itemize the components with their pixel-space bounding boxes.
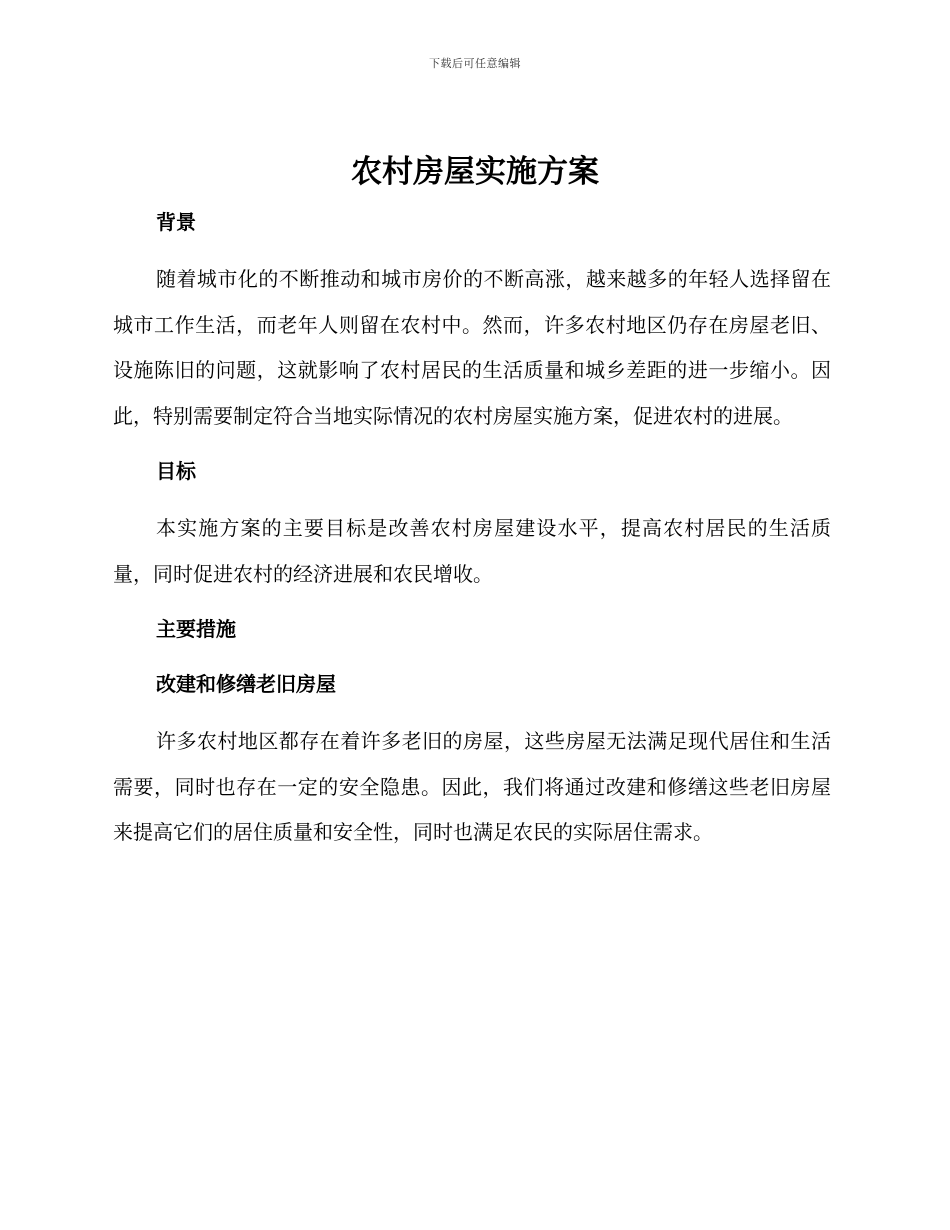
paragraph-goal: 本实施方案的主要目标是改善农村房屋建设水平，提高农村居民的生活质量，同时促进农村的经济进展和农民增收。 [113, 516, 831, 586]
document-title: 农村房屋实施方案 [351, 154, 599, 190]
header-note: 下载后可任意编辑 [429, 57, 521, 70]
section-heading-measures: 主要措施 [156, 617, 236, 641]
document-body [113, 202, 831, 856]
section-heading-goal: 目标 [156, 459, 196, 483]
paragraph-renovation: 许多农村地区都存在着许多老旧的房屋，这些房屋无法满足现代居住和生活需要，同时也存在一定的安全隐患。因此，我们将通过改建和修缮这些老旧房屋来提高它们的居住质量和安全性，同时也满足农民的实际居住需求。 [113, 729, 831, 844]
paragraph-background: 随着城市化的不断推动和城市房价的不断高涨，越来越多的年轻人选择留在城市工作生活，而老年人则留在农村中。然而，许多农村地区仍存在房屋老旧、设施陈旧的问题，这就影响了农村居民的生活质量和城乡差距的进一步缩小。因此，特别需要制定符合当地实际情况的农村房屋实施方案，促进农村的进展。 [113, 267, 831, 428]
section-heading-background: 背景 [156, 210, 196, 234]
section-heading-renovation: 改建和修缮老旧房屋 [156, 672, 336, 696]
